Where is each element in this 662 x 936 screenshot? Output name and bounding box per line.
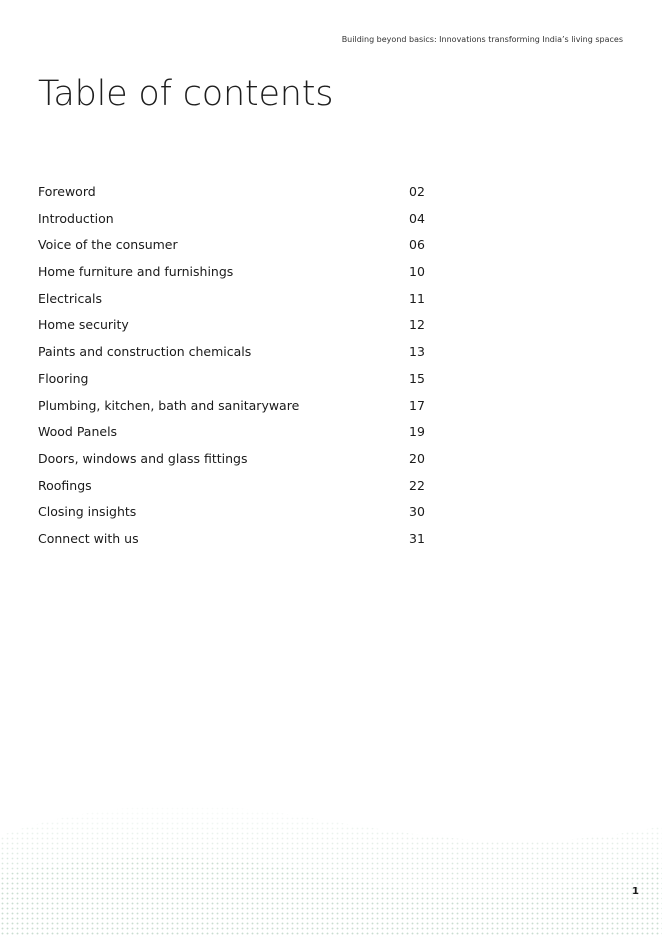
toc-entry-connect-with-us[interactable]	[38, 526, 438, 553]
toc-entry-page: 13	[409, 344, 425, 360]
toc-entry-label: Home furniture and furnishings	[38, 264, 234, 280]
toc-entry-page: 20	[409, 450, 425, 466]
toc-entry-page: 11	[409, 290, 425, 306]
toc-entry-page: 19	[409, 424, 425, 440]
toc-entry-page: 10	[409, 264, 425, 280]
toc-entry-label: Connect with us	[38, 530, 139, 546]
toc-entry-home-furniture[interactable]	[38, 259, 438, 286]
running-header: Building beyond basics: Innovations transforming India’s living spaces	[341, 35, 623, 44]
toc-entry-flooring[interactable]	[38, 366, 438, 393]
toc-entry-voice-of-the-consumer[interactable]	[38, 232, 438, 259]
toc-entry-page: 06	[409, 237, 425, 253]
toc-entry-plumbing[interactable]	[38, 393, 438, 420]
page-number: 1	[632, 886, 639, 897]
toc-entry-introduction[interactable]	[38, 206, 438, 233]
toc-entry-label: Doors, windows and glass fittings	[38, 450, 248, 466]
toc-entry-label: Roofings	[38, 477, 92, 493]
toc-entry-electricals[interactable]	[38, 286, 438, 313]
toc-entry-page: 04	[409, 210, 425, 226]
toc-entry-roofings[interactable]	[38, 473, 438, 500]
toc-entry-label: Closing insights	[38, 504, 137, 520]
toc-entry-wood-panels[interactable]	[38, 419, 438, 446]
toc-entry-doors-windows[interactable]	[38, 446, 438, 473]
toc-entry-home-security[interactable]	[38, 312, 438, 339]
toc-entry-foreword[interactable]	[38, 179, 438, 206]
toc-entry-label: Plumbing, kitchen, bath and sanitaryware	[38, 397, 300, 413]
toc-entry-page: 02	[409, 184, 425, 199]
toc-entry-page: 31	[409, 530, 425, 546]
toc-entry-label: Paints and construction chemicals	[38, 344, 252, 360]
toc-entry-closing-insights[interactable]	[38, 499, 438, 526]
toc-entry-label: Voice of the consumer	[38, 237, 178, 253]
toc-entry-page: 30	[409, 504, 425, 520]
toc-entry-label: Introduction	[38, 210, 114, 226]
toc-entry-label: Flooring	[38, 370, 89, 386]
toc-entry-page: 12	[409, 317, 425, 333]
dotted-wave-decoration	[0, 796, 662, 936]
toc-entry-label: Electricals	[38, 290, 102, 306]
toc-entry-page: 17	[409, 397, 425, 413]
toc-entry-page: 22	[409, 477, 425, 493]
toc-entry-label: Wood Panels	[38, 424, 118, 440]
page-title: Table of contents	[38, 74, 334, 114]
table-of-contents	[38, 179, 438, 553]
toc-entry-label: Foreword	[38, 184, 96, 199]
toc-entry-page: 15	[409, 370, 425, 386]
toc-entry-paints[interactable]	[38, 339, 438, 366]
toc-entry-label: Home security	[38, 317, 129, 333]
